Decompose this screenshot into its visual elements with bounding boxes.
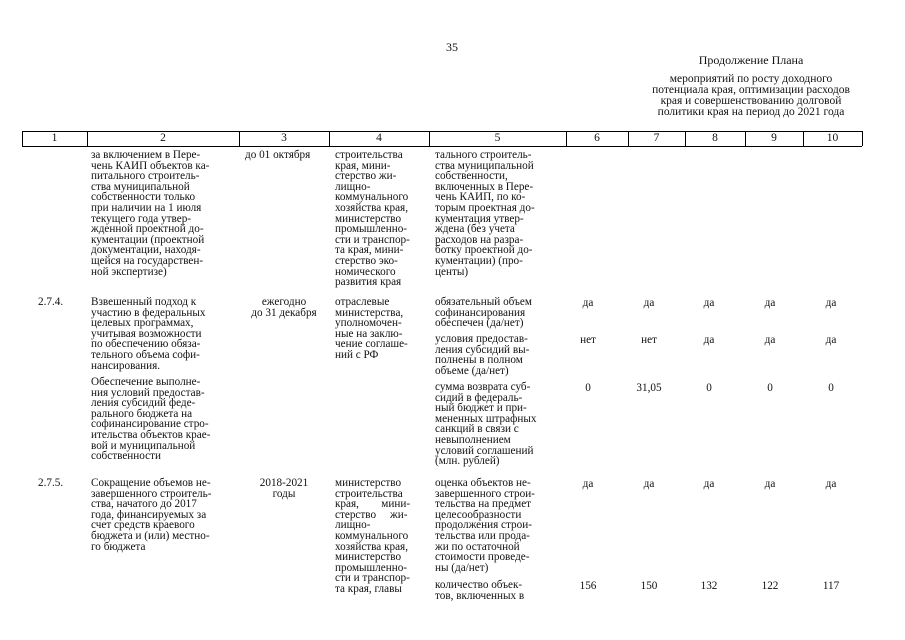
row-275-measure: Сокращение объемов не- завершенного строитель- ства, начатого до 2017 года, финансируемых за счет средств краевого бюджета и (или) местно- го бюджета xyxy=(91,477,212,553)
row-275-ind1-val-8: да xyxy=(703,478,715,490)
header-col-8: 8 xyxy=(712,132,718,144)
row-274-measure-a: Взвешенный подход к участию в федеральных целевых программах, учитывая возможности по обеспечению обяза- тельного объема софи- нансирования. xyxy=(91,296,206,372)
row-275-indicator-1: оценка объектов не- завершенного строи- тельства на предмет целесообразности продолжения строи- тельства или прода- жи по остаточной стоимости проведе- ны (да/нет) xyxy=(435,477,535,574)
row-274-ind1-val-9: да xyxy=(764,297,776,309)
row-275-ind2-val-7: 150 xyxy=(640,580,658,592)
row-275-ind1-val-10: да xyxy=(825,478,837,490)
header-col-3: 3 xyxy=(281,132,287,144)
row-274-number: 2.7.4. xyxy=(38,296,64,308)
row-274-ind2-val-6: нет xyxy=(580,334,596,346)
header-col-2: 2 xyxy=(160,132,166,144)
row-275-ind2-val-8: 132 xyxy=(700,580,718,592)
row-274-ind3-val-8: 0 xyxy=(706,382,712,394)
row-274-ind3-val-9: 0 xyxy=(767,382,773,394)
row-274-indicator-3: сумма возврата суб- сидий в федераль- ный бюджет и при- мененных штрафных санкций в связи с невыполнением условий соглашений (млн. рублей) xyxy=(435,381,537,468)
header-col-9: 9 xyxy=(771,132,777,144)
header-col-10: 10 xyxy=(826,132,839,144)
continuation-title: Продолжение Плана xyxy=(698,53,804,67)
header-col-1: 1 xyxy=(51,132,58,144)
continuation-header xyxy=(636,55,866,118)
row-275-ind1-val-9: да xyxy=(764,478,776,490)
header-col-5: 5 xyxy=(494,132,501,144)
row-274-indicator-2: условия предостав- ления субсидий вы- полнены в полном объеме (да/нет) xyxy=(435,333,530,377)
row-274-deadline: ежегодно до 31 декабря xyxy=(251,296,317,319)
row0-measure-text: за включением в Пере- чень КАИП объектов ка- питального строитель- ства муниципальной собственности только при наличии на 1 июля текущего года утвер- жденной проектной до- кументации (проектной документации, находя- щейся на государствен- ной экспертизе) xyxy=(91,149,210,278)
row-274-ind2-val-7: нет xyxy=(641,334,657,346)
row-274-ind1-val-6: да xyxy=(582,297,594,309)
row-274-ind2-val-9: да xyxy=(764,334,776,346)
row-275-ind2-val-10: 117 xyxy=(822,580,840,592)
row-275-deadline: 2018-2021 годы xyxy=(259,477,309,500)
row-274-ind3-val-6: 0 xyxy=(585,382,591,394)
row-274-ind2-val-8: да xyxy=(703,334,715,346)
row-275-number: 2.7.5. xyxy=(38,477,64,489)
continuation-subtitle-2: потенциала края, оптимизации расходов xyxy=(652,84,850,96)
row-274-responsible: отраслевые министерства, уполномочен- ные на заклю- чение соглаше- ний с РФ xyxy=(335,296,408,361)
row-275-ind2-val-6: 156 xyxy=(579,580,597,592)
row-275-ind1-val-6: да xyxy=(582,478,594,490)
row-275-ind1-val-7: да xyxy=(643,478,655,490)
row-274-ind1-val-8: да xyxy=(703,297,715,309)
row-274-ind1-val-7: да xyxy=(643,297,655,309)
continuation-subtitle-3: края и совершенствованию долговой xyxy=(660,95,842,107)
row-274-ind1-val-10: да xyxy=(825,297,837,309)
row-275-indicator-2: количество объек- тов, включенных в xyxy=(435,579,525,602)
row0-indicator: тального строитель- ства муниципальной собственности, включенных в Пере- чень КАИП, по ко- торым проектная до- кументация утвер- ждена (без учета расходов на разра- ботку проектной до- кументации) (про- центы) xyxy=(435,149,535,278)
continuation-subtitle-4: политики края на период до 2021 года xyxy=(657,106,845,118)
page-number: 35 xyxy=(446,40,458,54)
row0-responsible: строительства края, мини- стерство жи- лищно- коммунального хозяйства края, министерство промышленно- сти и транспор- та края, мини- стерство эко- номического развития края xyxy=(335,149,410,289)
table-header-row xyxy=(22,131,862,146)
header-col-7: 7 xyxy=(653,132,660,144)
header-col-6: 6 xyxy=(594,132,600,144)
row-275-responsible: министерство строительства края, мини- стерство жи- лищно- коммунального хозяйства края, министерство промышленно- сти и транспор- та края, главы xyxy=(335,477,411,595)
continuation-subtitle-1: мероприятий по росту доходного xyxy=(669,73,833,85)
row-274-ind3-val-7: 31,05 xyxy=(636,382,662,394)
row-274-measure-b: Обеспечение выполне- ния условий предостав- ления субсидий феде- рального бюджета на софинансирование стро- ительства объектов крае- вой и муниципальной собственности xyxy=(91,376,211,463)
row-274-indicator-1: обязательный объем софинансирования обеспечен (да/нет) xyxy=(435,296,532,330)
row-274-ind2-val-10: да xyxy=(825,334,837,346)
row-275-ind2-val-9: 122 xyxy=(761,580,779,592)
header-col-4: 4 xyxy=(376,132,382,144)
row-274-ind3-val-10: 0 xyxy=(828,382,834,394)
row0-deadline: до 01 октября xyxy=(245,149,311,161)
